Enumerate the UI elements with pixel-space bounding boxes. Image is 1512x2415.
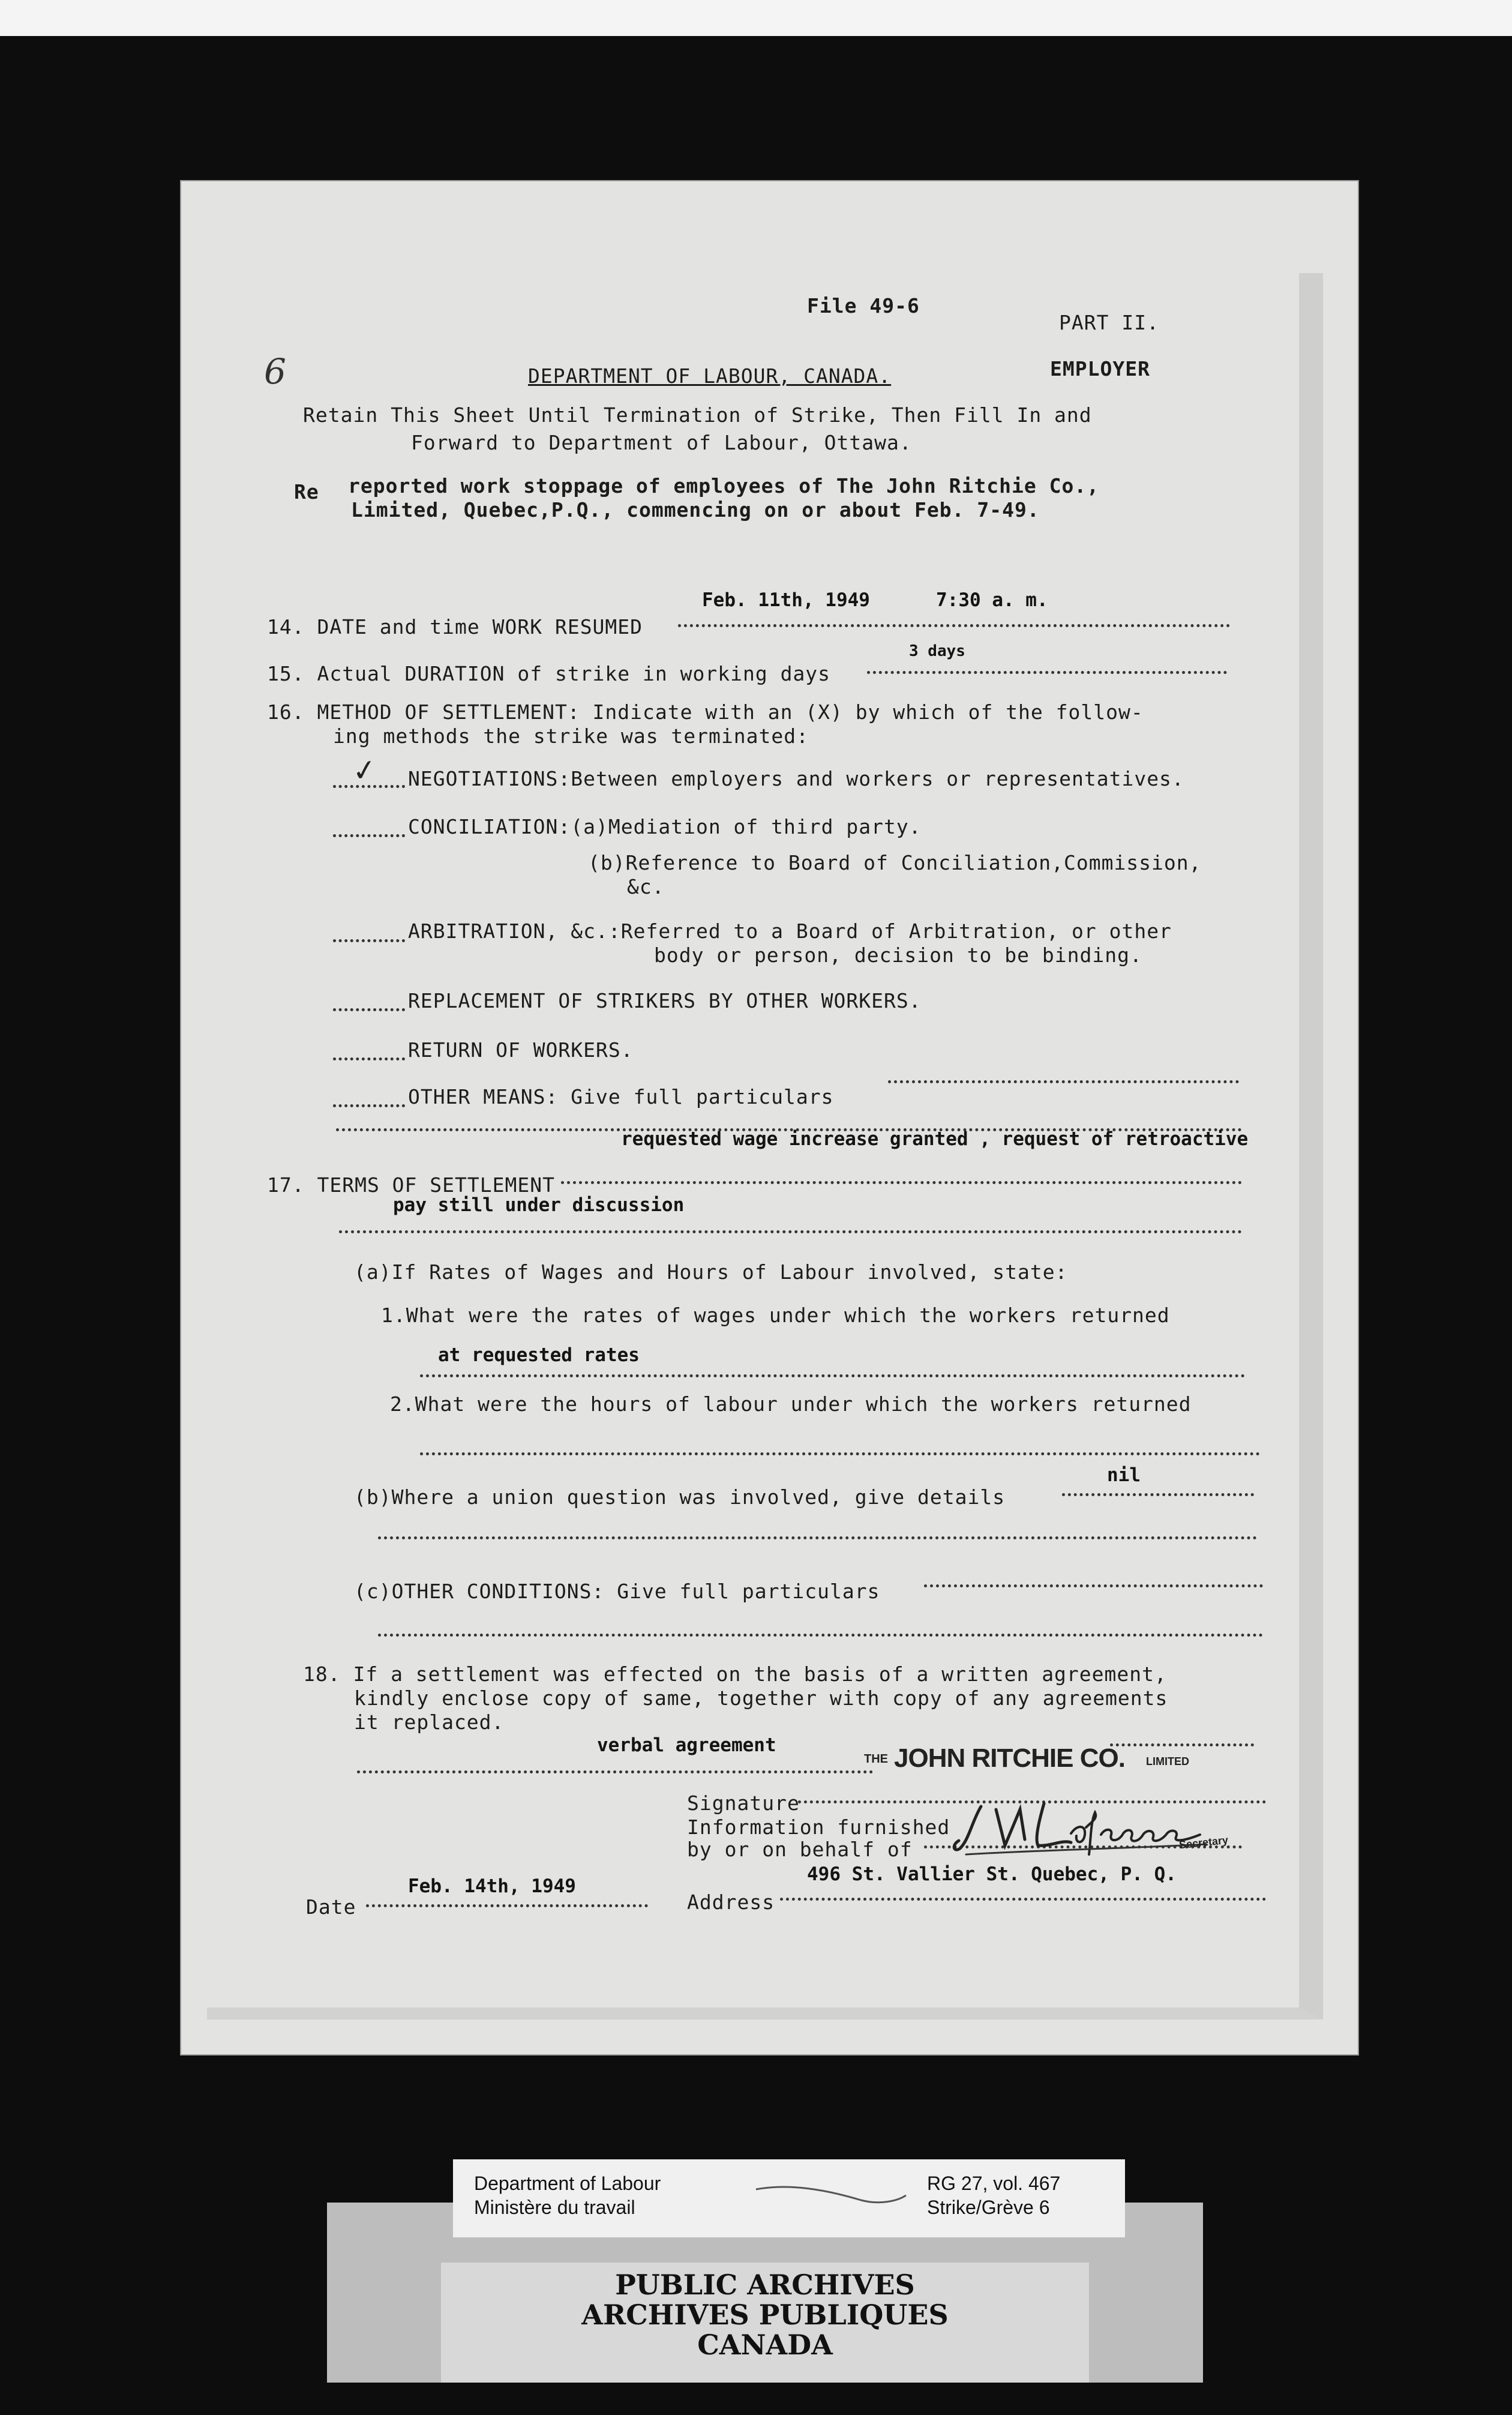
department-title: DEPARTMENT OF LABOUR, CANADA. (528, 364, 892, 388)
re-line-1: reported work stoppage of employees of The John Ritchie Co., (348, 474, 1100, 498)
negotiations-option: NEGOTIATIONS:Between employers and workers or representatives. (408, 767, 1184, 790)
arbitration-blank (333, 939, 405, 942)
q17c-dotted-line-2 (378, 1634, 1263, 1637)
archive-stamp (441, 2263, 1089, 2383)
q17-label: 17. TERMS OF SETTLEMENT (267, 1173, 555, 1197)
q16-label-1: 16. METHOD OF SETTLEMENT: Indicate with an (X) by which of the follow- (267, 700, 1144, 724)
info-furnished-label-1: Information furnished (687, 1815, 950, 1839)
replacement-option: REPLACEMENT OF STRIKERS BY OTHER WORKERS. (408, 989, 922, 1012)
pen-stroke-mark (753, 2183, 909, 2207)
q17b-label: (b)Where a union question was involved, give details (354, 1485, 1006, 1509)
q18-label-1: 18. If a settlement was effected on the basis of a written agreement, (303, 1662, 1167, 1686)
wage-rates-answer: at requested rates (438, 1344, 640, 1366)
info-furnished-label-2: by or on behalf of (687, 1838, 913, 1861)
employer-label: EMPLOYER (1050, 357, 1150, 380)
company-stamp: JOHN RITCHIE CO. (894, 1743, 1125, 1773)
arbitration-1: ARBITRATION, &c.:Referred to a Board of Arbitration, or other (408, 919, 1172, 943)
archive-stamp-line-2: ARCHIVES PUBLIQUES (581, 2299, 949, 2331)
archive-stamp-line-3: CANADA (697, 2329, 833, 2361)
file-number: File 49-6 (807, 294, 920, 317)
q17-dotted-line-2 (339, 1230, 1242, 1233)
q17b-dotted-line (1062, 1493, 1254, 1496)
return-option: RETURN OF WORKERS. (408, 1038, 634, 1062)
resumed-date: Feb. 11th, 1949 (702, 589, 870, 611)
stamp-prefix: THE (864, 1752, 888, 1766)
resumed-time: 7:30 a. m. (936, 589, 1048, 611)
archive-reference-label (453, 2159, 1125, 2237)
arbitration-2: body or person, decision to be binding. (654, 943, 1142, 967)
stamp-dotted-line (1110, 1743, 1254, 1746)
instruction-line-1: Retain This Sheet Until Termination of Strike, Then Fill In and (303, 403, 1092, 427)
q16-label-2: ing methods the strike was terminated: (333, 724, 809, 748)
q14-dotted-line (678, 624, 1230, 627)
q17c-label: (c)OTHER CONDITIONS: Give full particulars (354, 1580, 880, 1603)
union-question-answer: nil (1107, 1464, 1141, 1486)
archive-stamp-line-1: PUBLIC ARCHIVES (615, 2269, 915, 2301)
department-english: Department of Labour (474, 2173, 661, 2194)
stamp-limited: LIMITED (1146, 1755, 1189, 1767)
secretary-stamp: Secretary (1178, 1833, 1229, 1851)
signature-label: Signature (687, 1791, 800, 1815)
check-mark-icon: ✓ (351, 748, 377, 791)
q18-dotted-line (357, 1770, 873, 1773)
conciliation-a: CONCILIATION:(a)Mediation of third party. (408, 815, 922, 838)
other-means-blank (333, 1104, 405, 1107)
part-label: PART II. (1059, 311, 1159, 334)
address-dotted-line (780, 1898, 1266, 1901)
q17-dotted-line (561, 1181, 1242, 1184)
q17b-dotted-line-2 (378, 1536, 1257, 1539)
other-means-dotted-line (888, 1080, 1239, 1083)
q17a1-dotted-line (420, 1374, 1245, 1377)
strike-file-reference: Strike/Grève 6 (927, 2197, 1050, 2218)
re-prefix: Re (294, 480, 319, 504)
q17c-dotted-line (924, 1584, 1263, 1587)
q14-label: 14. DATE and time WORK RESUMED (267, 615, 643, 639)
instruction-line-2: Forward to Department of Labour, Ottawa. (411, 431, 912, 454)
terms-answer-1: requested wage increase granted , request of retroactive (621, 1128, 1249, 1150)
record-group-reference: RG 27, vol. 467 (927, 2173, 1061, 2194)
terms-answer-2: pay still under discussion (393, 1194, 685, 1216)
address-value: 496 St. Vallier St. Quebec, P. Q. (807, 1863, 1177, 1885)
margin-mark: 6 (264, 351, 286, 392)
q15-dotted-line (867, 671, 1227, 674)
conciliation-b-2: &c. (627, 875, 665, 898)
re-line-2: Limited, Quebec,P.Q., commencing on or about Feb. 7-49. (351, 498, 1040, 522)
q15-label: 15. Actual DURATION of strike in working days (267, 662, 831, 685)
agreement-answer: verbal agreement (597, 1734, 776, 1756)
replacement-blank (333, 1008, 405, 1011)
date-value: Feb. 14th, 1949 (408, 1875, 576, 1897)
address-label: Address (687, 1890, 775, 1914)
q18-label-2: kindly enclose copy of same, together with copy of any agreements (354, 1686, 1168, 1710)
date-label: Date (306, 1895, 356, 1919)
return-blank (333, 1057, 405, 1060)
department-french: Ministère du travail (474, 2197, 635, 2218)
q17a2-dotted-line (420, 1452, 1260, 1455)
duration-value: 3 days (909, 642, 965, 660)
conciliation-b-1: (b)Reference to Board of Conciliation,Commission, (588, 851, 1202, 874)
q17a2-label: 2.What were the hours of labour under which the workers returned (390, 1392, 1192, 1416)
date-dotted-line (366, 1904, 648, 1907)
conciliation-blank (333, 834, 405, 837)
q18-label-3: it replaced. (354, 1710, 505, 1734)
q17a-label: (a)If Rates of Wages and Hours of Labour involved, state: (354, 1260, 1068, 1284)
other-means-option: OTHER MEANS: Give full particulars (408, 1085, 834, 1108)
q17a1-label: 1.What were the rates of wages under which the workers returned (381, 1304, 1170, 1327)
